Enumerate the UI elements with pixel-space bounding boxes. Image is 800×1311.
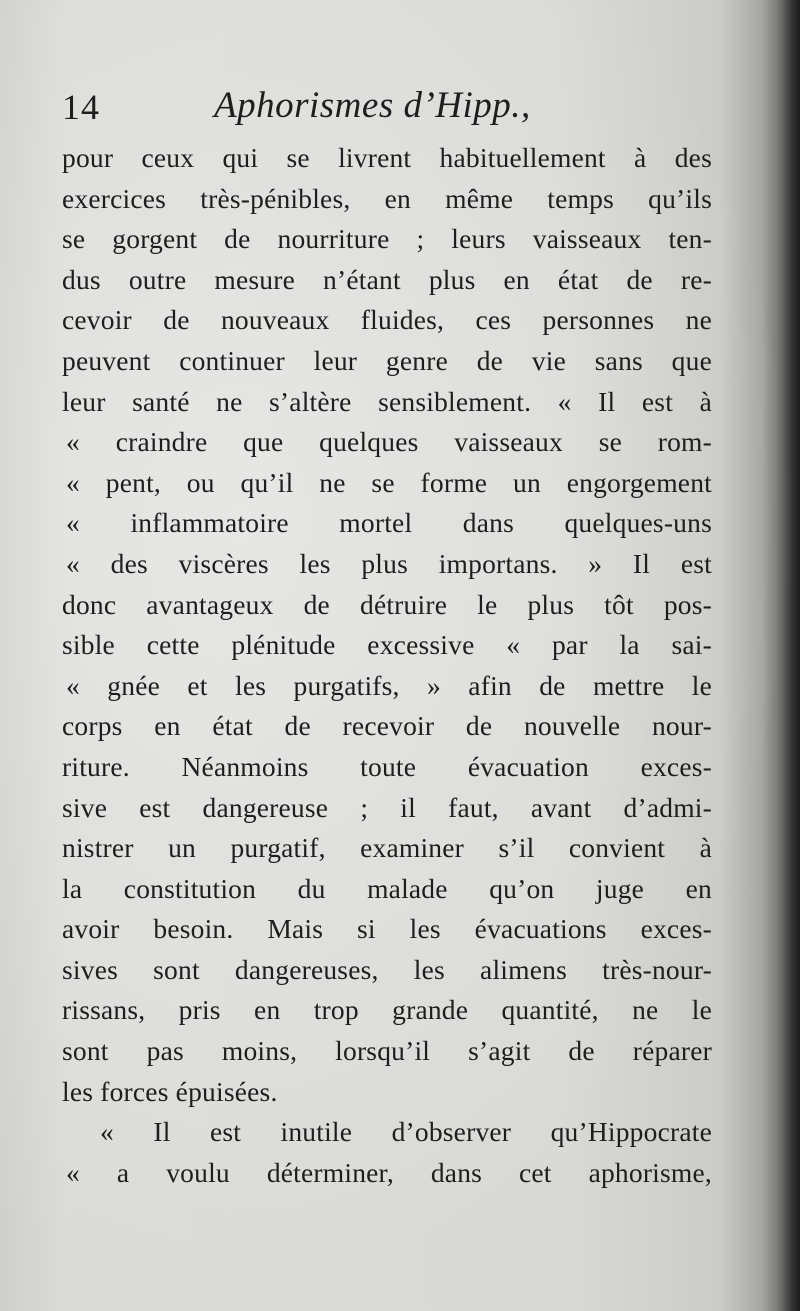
text-line: sive est dangereuse ; il faut, avant d’admi- — [62, 791, 712, 823]
text-line: corps en état de recevoir de nouvelle nour- — [62, 710, 712, 742]
text-line: dus outre mesure n’étant plus en état de re- — [62, 263, 712, 295]
text-line: riture. Néanmoins toute évacuation exces- — [62, 750, 712, 782]
text-line: les forces épuisées. — [62, 1075, 278, 1107]
text-line: « Il est inutile d’observer qu’Hippocrate — [100, 1116, 712, 1148]
text-line: « a voulu déterminer, dans cet aphorisme, — [66, 1156, 712, 1188]
text-line: sont pas moins, lorsqu’il s’agit de réparer — [62, 1035, 712, 1067]
text-line: peuvent continuer leur genre de vie sans que — [62, 344, 712, 376]
text-line: « inflammatoire mortel dans quelques-uns — [66, 507, 712, 539]
text-line: cevoir de nouveaux fluides, ces personnes ne — [62, 304, 712, 336]
text-line: « des viscères les plus importans. » Il est — [66, 547, 712, 579]
body-text — [62, 138, 712, 1193]
text-line: avoir besoin. Mais si les évacuations exces- — [62, 913, 712, 945]
text-line: pour ceux qui se livrent habituellement à des — [62, 142, 712, 173]
text-line: sives sont dangereuses, les alimens très-nour- — [62, 953, 712, 985]
text-line: leur santé ne s’altère sensiblement. « Il est à — [62, 385, 712, 417]
text-line: « craindre que quelques vaisseaux se rom- — [66, 426, 712, 458]
page-gutter-shadow — [762, 0, 800, 1311]
running-title: Aphorismes d’Hipp., — [214, 85, 531, 126]
text-line: « gnée et les purgatifs, » afin de mettre le — [66, 669, 712, 701]
text-line: « pent, ou qu’il ne se forme un engorgement — [66, 466, 712, 498]
page-header — [62, 78, 722, 130]
text-line: se gorgent de nourriture ; leurs vaisseaux ten- — [62, 223, 712, 255]
text-line: nistrer un purgatif, examiner s’il convient à — [62, 832, 712, 864]
text-line: la constitution du malade qu’on juge en — [62, 872, 712, 904]
text-line: donc avantageux de détruire le plus tôt pos- — [62, 588, 712, 620]
text-line: exercices très-pénibles, en même temps qu’ils — [62, 182, 712, 214]
page-number: 14 — [62, 87, 100, 127]
text-line: rissans, pris en trop grande quantité, ne le — [62, 994, 712, 1026]
text-line: sible cette plénitude excessive « par la sai- — [62, 629, 712, 661]
